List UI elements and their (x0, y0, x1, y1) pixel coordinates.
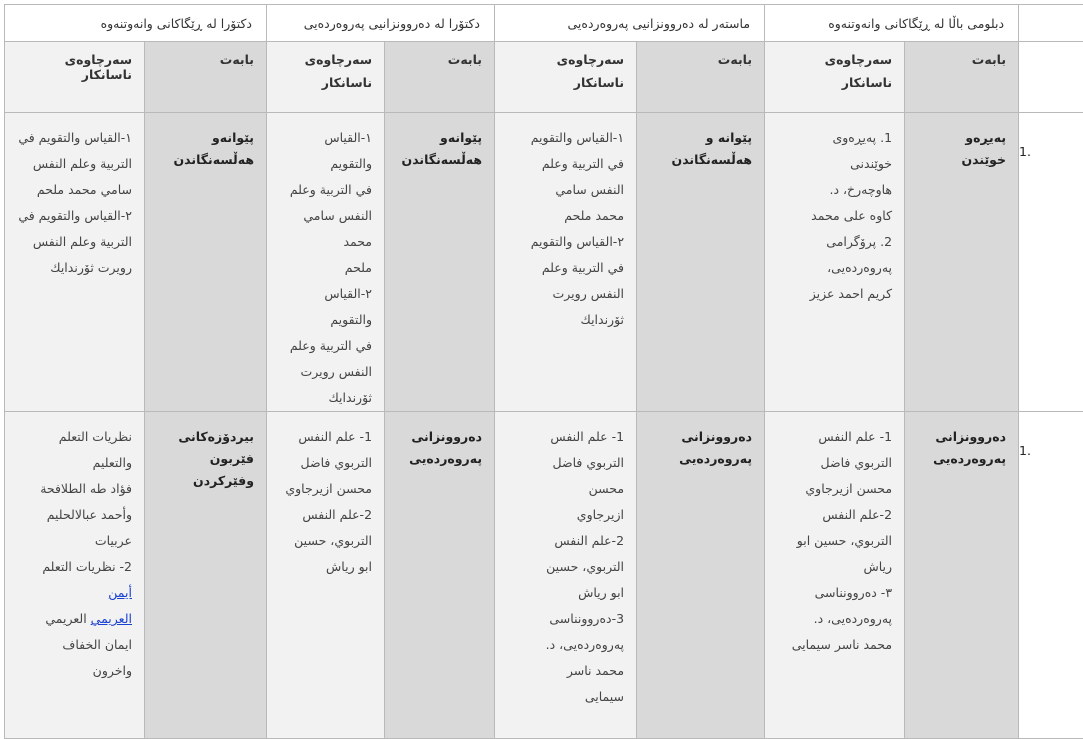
source-cell: ١-القياس والتقويم في التربية وعلم النفس سامي محمد ملحم ٢-القياس والتقويم في التربية وعلم النفس رويرت ثۆرندایك (5, 113, 145, 412)
sub-empty (1019, 42, 1083, 113)
source-cell: 1- علم النفس التربوي فاضل محسن ازيرجاوي 2-علم النفس التربوي، حسين ابو رياش 3-دەروونناسی پەروەردەیی، د. محمد ناسر سیمایی (495, 412, 637, 739)
subject-cell: دەروونزانی پەروەردەیی (385, 412, 495, 739)
header-master: ماستەر لە دەروونزانیی پەروەردەیی (495, 5, 765, 42)
source-cell: ١-القياس والتقويم في التربية وعلم النفس سامي محمد ملحم ٢-القياس والتقويم في التربية وعلم النفس رويرت ثۆرندایك (267, 113, 385, 412)
header-phd-psychology: دکتۆرا لە دەروونزانیی پەروەردەیی (267, 5, 495, 42)
col-subject-label: بابەت (905, 42, 1019, 113)
source-cell: 1. پەیڕەوی خوێندنی هاوچەرخ، د. کاوە علی محمد 2. پرۆگرامی پەروەردەیی، کریم احمد عزیز (765, 113, 905, 412)
col-subject-label: بابەت (145, 42, 267, 113)
source-cell: نظريات التعلم والتعليم فؤاد طه الطلافحة وأحمد عبالالحليم عربيات 2- نظريات التعلم أيمن العريمي العريمي ايمان الخفاف واخرون (5, 412, 145, 739)
col-source-label: سەرچاوەی ناسانکار (765, 42, 905, 113)
col-subject-label: بابەت (385, 42, 495, 113)
header-diploma: دبلومی باڵا لە ڕێگاکانی وانەوتنەوە (765, 5, 1019, 42)
table-row (5, 113, 1083, 412)
subject-cell: پێوانەو هەڵسەنگاندن (145, 113, 267, 412)
col-source-label: سەرچاوەی ناسانکار (5, 42, 145, 113)
col-source-label: سەرچاوەی ناسانکار (495, 42, 637, 113)
subject-cell: پێوانە و هەڵسەنگاندن (637, 113, 765, 412)
author-link[interactable]: أيمن (108, 585, 132, 600)
subject-cell: پەیڕەو خوێندن (905, 113, 1019, 412)
subject-cell: بیردۆزەکانی فێربون وفێرکردن (145, 412, 267, 739)
source-cell: 1- علم النفس التربوي فاضل محسن ازيرجاوي 2-علم النفس التربوي، حسين ابو رياش ٣- دەروونناسی پەروەردەیی، د. محمد ناسر سیمایی (765, 412, 905, 739)
col-source-label: سەرچاوەی ناسانکار (267, 42, 385, 113)
row-index: 1. (1019, 113, 1083, 412)
header-phd-methods: دکتۆرا لە ڕێگاکانی وانەوتنەوە (5, 5, 267, 42)
subject-cell: دەروونزانی پەروەردەیی (637, 412, 765, 739)
header-empty (1019, 5, 1083, 42)
subject-cell: پێوانەو هەڵسەنگاندن (385, 113, 495, 412)
row-index: 1. (1019, 412, 1083, 739)
courses-table (4, 4, 1083, 739)
subject-cell: دەروونزانی پەروەردەیی (905, 412, 1019, 739)
source-cell: ١-القياس والتقويم في التربية وعلم النفس سامي محمد ملحم ٢-القياس والتقويم في التربية وعلم النفس رويرت ثۆرندایك (495, 113, 637, 412)
col-subject-label: بابەت (637, 42, 765, 113)
table-row (5, 412, 1083, 739)
author-link[interactable]: العريمي (91, 611, 132, 626)
source-cell: 1- علم النفس التربوي فاضل محسن ازيرجاوي 2-علم النفس التربوي، حسين ابو رياش (267, 412, 385, 739)
